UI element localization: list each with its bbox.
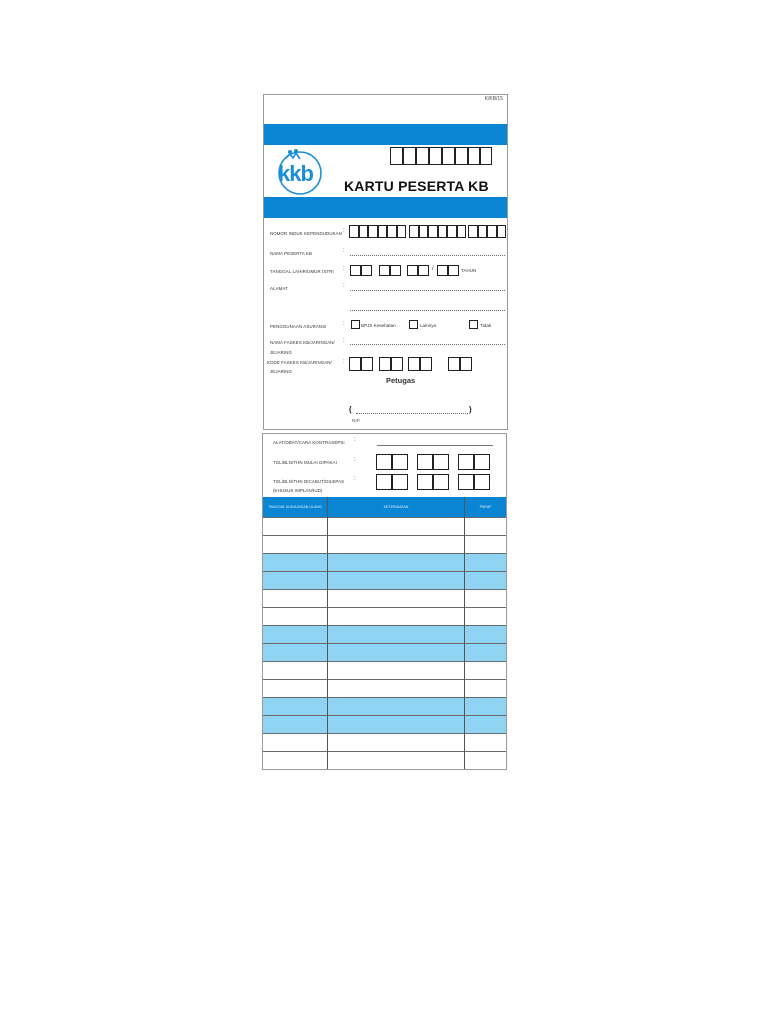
faskes-code-box[interactable]	[379, 357, 391, 371]
header-band-top	[264, 124, 507, 145]
nama-colon: :	[343, 248, 345, 254]
tahun-label: TAHUN	[461, 268, 477, 273]
form-code: K/KB/15	[484, 96, 503, 102]
card-number-boxes[interactable]	[390, 147, 492, 165]
table-header-keterangan: KETERANGAN	[328, 497, 464, 517]
nik-digit-box[interactable]	[447, 225, 457, 238]
card-number-box[interactable]	[455, 147, 468, 165]
dicabut-colon: :	[354, 476, 356, 482]
faskes-name-label-line1: NAMA FASKES KB/JARINGAN/	[270, 340, 335, 345]
alamat-input-line-1[interactable]	[350, 290, 505, 291]
faskes-name-input-line[interactable]	[350, 344, 505, 345]
dicabut-month-box[interactable]	[417, 474, 433, 490]
umur-box[interactable]	[448, 265, 459, 276]
mulai-colon: :	[354, 457, 356, 463]
table-row[interactable]	[263, 751, 506, 769]
card-number-box[interactable]	[442, 147, 455, 165]
tanggal-colon: :	[343, 266, 345, 272]
card-title: KARTU PESERTA KB	[344, 178, 489, 194]
logo-text: kkb	[278, 161, 313, 186]
table-row[interactable]	[263, 643, 506, 661]
dicabut-year-box[interactable]	[474, 474, 490, 490]
alat-label: ALAT/OBAT/CARA KONTRASEPSI	[273, 440, 345, 445]
dicabut-day-box[interactable]	[376, 474, 392, 490]
faskes-code-box[interactable]	[448, 357, 460, 371]
asuransi-lainnya-checkbox[interactable]	[409, 320, 418, 329]
signature-close-paren: )	[469, 405, 472, 414]
tanggal-year-box[interactable]	[407, 265, 418, 276]
alat-colon: :	[354, 437, 356, 443]
nik-digit-box[interactable]	[428, 225, 438, 238]
card-number-box[interactable]	[429, 147, 442, 165]
nik-digit-box[interactable]	[478, 225, 488, 238]
nik-digit-box[interactable]	[457, 225, 467, 238]
signature-open-paren: (	[349, 405, 352, 414]
alamat-input-line-2[interactable]	[350, 310, 505, 311]
alat-input-line[interactable]	[377, 445, 493, 446]
asuransi-bpjs-label: BPJS Kesehatan	[361, 323, 396, 328]
nip-label: NIP.	[352, 418, 361, 423]
nik-digit-box[interactable]	[397, 225, 407, 238]
table-row[interactable]	[263, 733, 506, 751]
card-number-box[interactable]	[403, 147, 416, 165]
card-number-box[interactable]	[416, 147, 429, 165]
kkb-logo	[276, 147, 324, 195]
mulai-month-box[interactable]	[417, 454, 433, 470]
table-row[interactable]	[263, 607, 506, 625]
asuransi-bpjs-checkbox[interactable]	[351, 320, 360, 329]
nik-digit-box[interactable]	[368, 225, 378, 238]
card-number-box[interactable]	[468, 147, 480, 165]
mulai-month-box[interactable]	[433, 454, 449, 470]
nama-label: NAMA PESERTA KB	[270, 251, 313, 256]
nik-digit-box[interactable]	[378, 225, 388, 238]
alamat-colon: :	[343, 283, 345, 289]
table-row[interactable]	[263, 589, 506, 607]
faskes-code-colon: :	[343, 359, 345, 365]
faskes-code-label-line2: JEJARING	[270, 369, 293, 374]
kb-card-front	[263, 94, 508, 430]
tanggal-lahir-label: TANGGAL LAHIR/UMUR ISTRI	[270, 269, 334, 274]
mulai-label: TGL/BLN/THN MULAI DIPAKAI	[273, 460, 337, 465]
card-number-box[interactable]	[390, 147, 403, 165]
table-column-divider	[327, 497, 328, 769]
asuransi-tidak-checkbox[interactable]	[469, 320, 478, 329]
nik-digit-box[interactable]	[497, 225, 507, 238]
faskes-code-box[interactable]	[349, 357, 361, 371]
alamat-label: ALAMAT	[270, 286, 288, 291]
nik-digit-box[interactable]	[438, 225, 448, 238]
kb-card-back	[262, 433, 507, 770]
dicabut-year-box[interactable]	[458, 474, 474, 490]
table-row[interactable]	[263, 679, 506, 697]
mulai-day-box[interactable]	[376, 454, 392, 470]
faskes-code-box[interactable]	[361, 357, 373, 371]
tanggal-month-box[interactable]	[390, 265, 401, 276]
mulai-day-box[interactable]	[392, 454, 408, 470]
tanggal-day-box[interactable]	[361, 265, 372, 276]
asuransi-lainnya-label: Lainnya	[420, 323, 437, 328]
nik-digit-box[interactable]	[468, 225, 478, 238]
dicabut-day-box[interactable]	[392, 474, 408, 490]
nik-colon: :	[343, 228, 345, 234]
tanggal-year-box[interactable]	[418, 265, 429, 276]
umur-separator: /	[432, 266, 434, 272]
faskes-code-box[interactable]	[391, 357, 403, 371]
nik-digit-box[interactable]	[359, 225, 369, 238]
nik-digit-box[interactable]	[387, 225, 397, 238]
asuransi-tidak-label: Tidak	[480, 323, 492, 328]
mulai-year-box[interactable]	[474, 454, 490, 470]
table-row[interactable]	[263, 553, 506, 571]
table-row[interactable]	[263, 661, 506, 679]
faskes-name-label-line2: JEJARING	[270, 350, 293, 355]
table-row[interactable]	[263, 715, 506, 733]
nik-digit-box[interactable]	[349, 225, 359, 238]
asuransi-colon: :	[343, 321, 345, 327]
nik-input[interactable]	[349, 225, 506, 238]
dicabut-month-box[interactable]	[433, 474, 449, 490]
table-row[interactable]	[263, 697, 506, 715]
nama-input-line[interactable]	[350, 255, 505, 256]
asuransi-label: PENGGUNAAN ASURANSI	[270, 324, 327, 329]
table-row[interactable]	[263, 571, 506, 589]
table-header-tanggal: TANGGAL KUNJUNGAN ULANG	[263, 497, 327, 517]
faskes-name-colon: :	[343, 338, 345, 344]
petugas-label: Petugas	[386, 376, 416, 385]
faskes-code-label-line1: KODE FASKES KB/JARINGAN/	[267, 360, 332, 365]
faskes-code-box[interactable]	[420, 357, 432, 371]
table-header-paraf: PARAF	[465, 497, 506, 517]
faskes-code-box[interactable]	[460, 357, 472, 371]
nik-label: NOMOR INDUK KEPENDUDUKAN	[270, 231, 342, 236]
card-number-box[interactable]	[480, 147, 492, 165]
table-row[interactable]	[263, 517, 506, 535]
umur-box[interactable]	[437, 265, 448, 276]
mulai-year-box[interactable]	[458, 454, 474, 470]
dicabut-label-line1: TGL/BLN/THN DICABUT/DILEPAS	[273, 479, 345, 484]
nik-digit-box[interactable]	[409, 225, 419, 238]
header-band-bottom	[264, 197, 507, 218]
nik-digit-box[interactable]	[487, 225, 497, 238]
table-row[interactable]	[263, 535, 506, 553]
table-column-divider	[464, 497, 465, 769]
faskes-code-box[interactable]	[408, 357, 420, 371]
nik-digit-box[interactable]	[419, 225, 429, 238]
tanggal-month-box[interactable]	[379, 265, 390, 276]
signature-name-line[interactable]	[356, 413, 468, 414]
table-row[interactable]	[263, 625, 506, 643]
tanggal-day-box[interactable]	[350, 265, 361, 276]
dicabut-label-line2: (KHUSUS IMPLAN/IUD)	[273, 488, 323, 493]
